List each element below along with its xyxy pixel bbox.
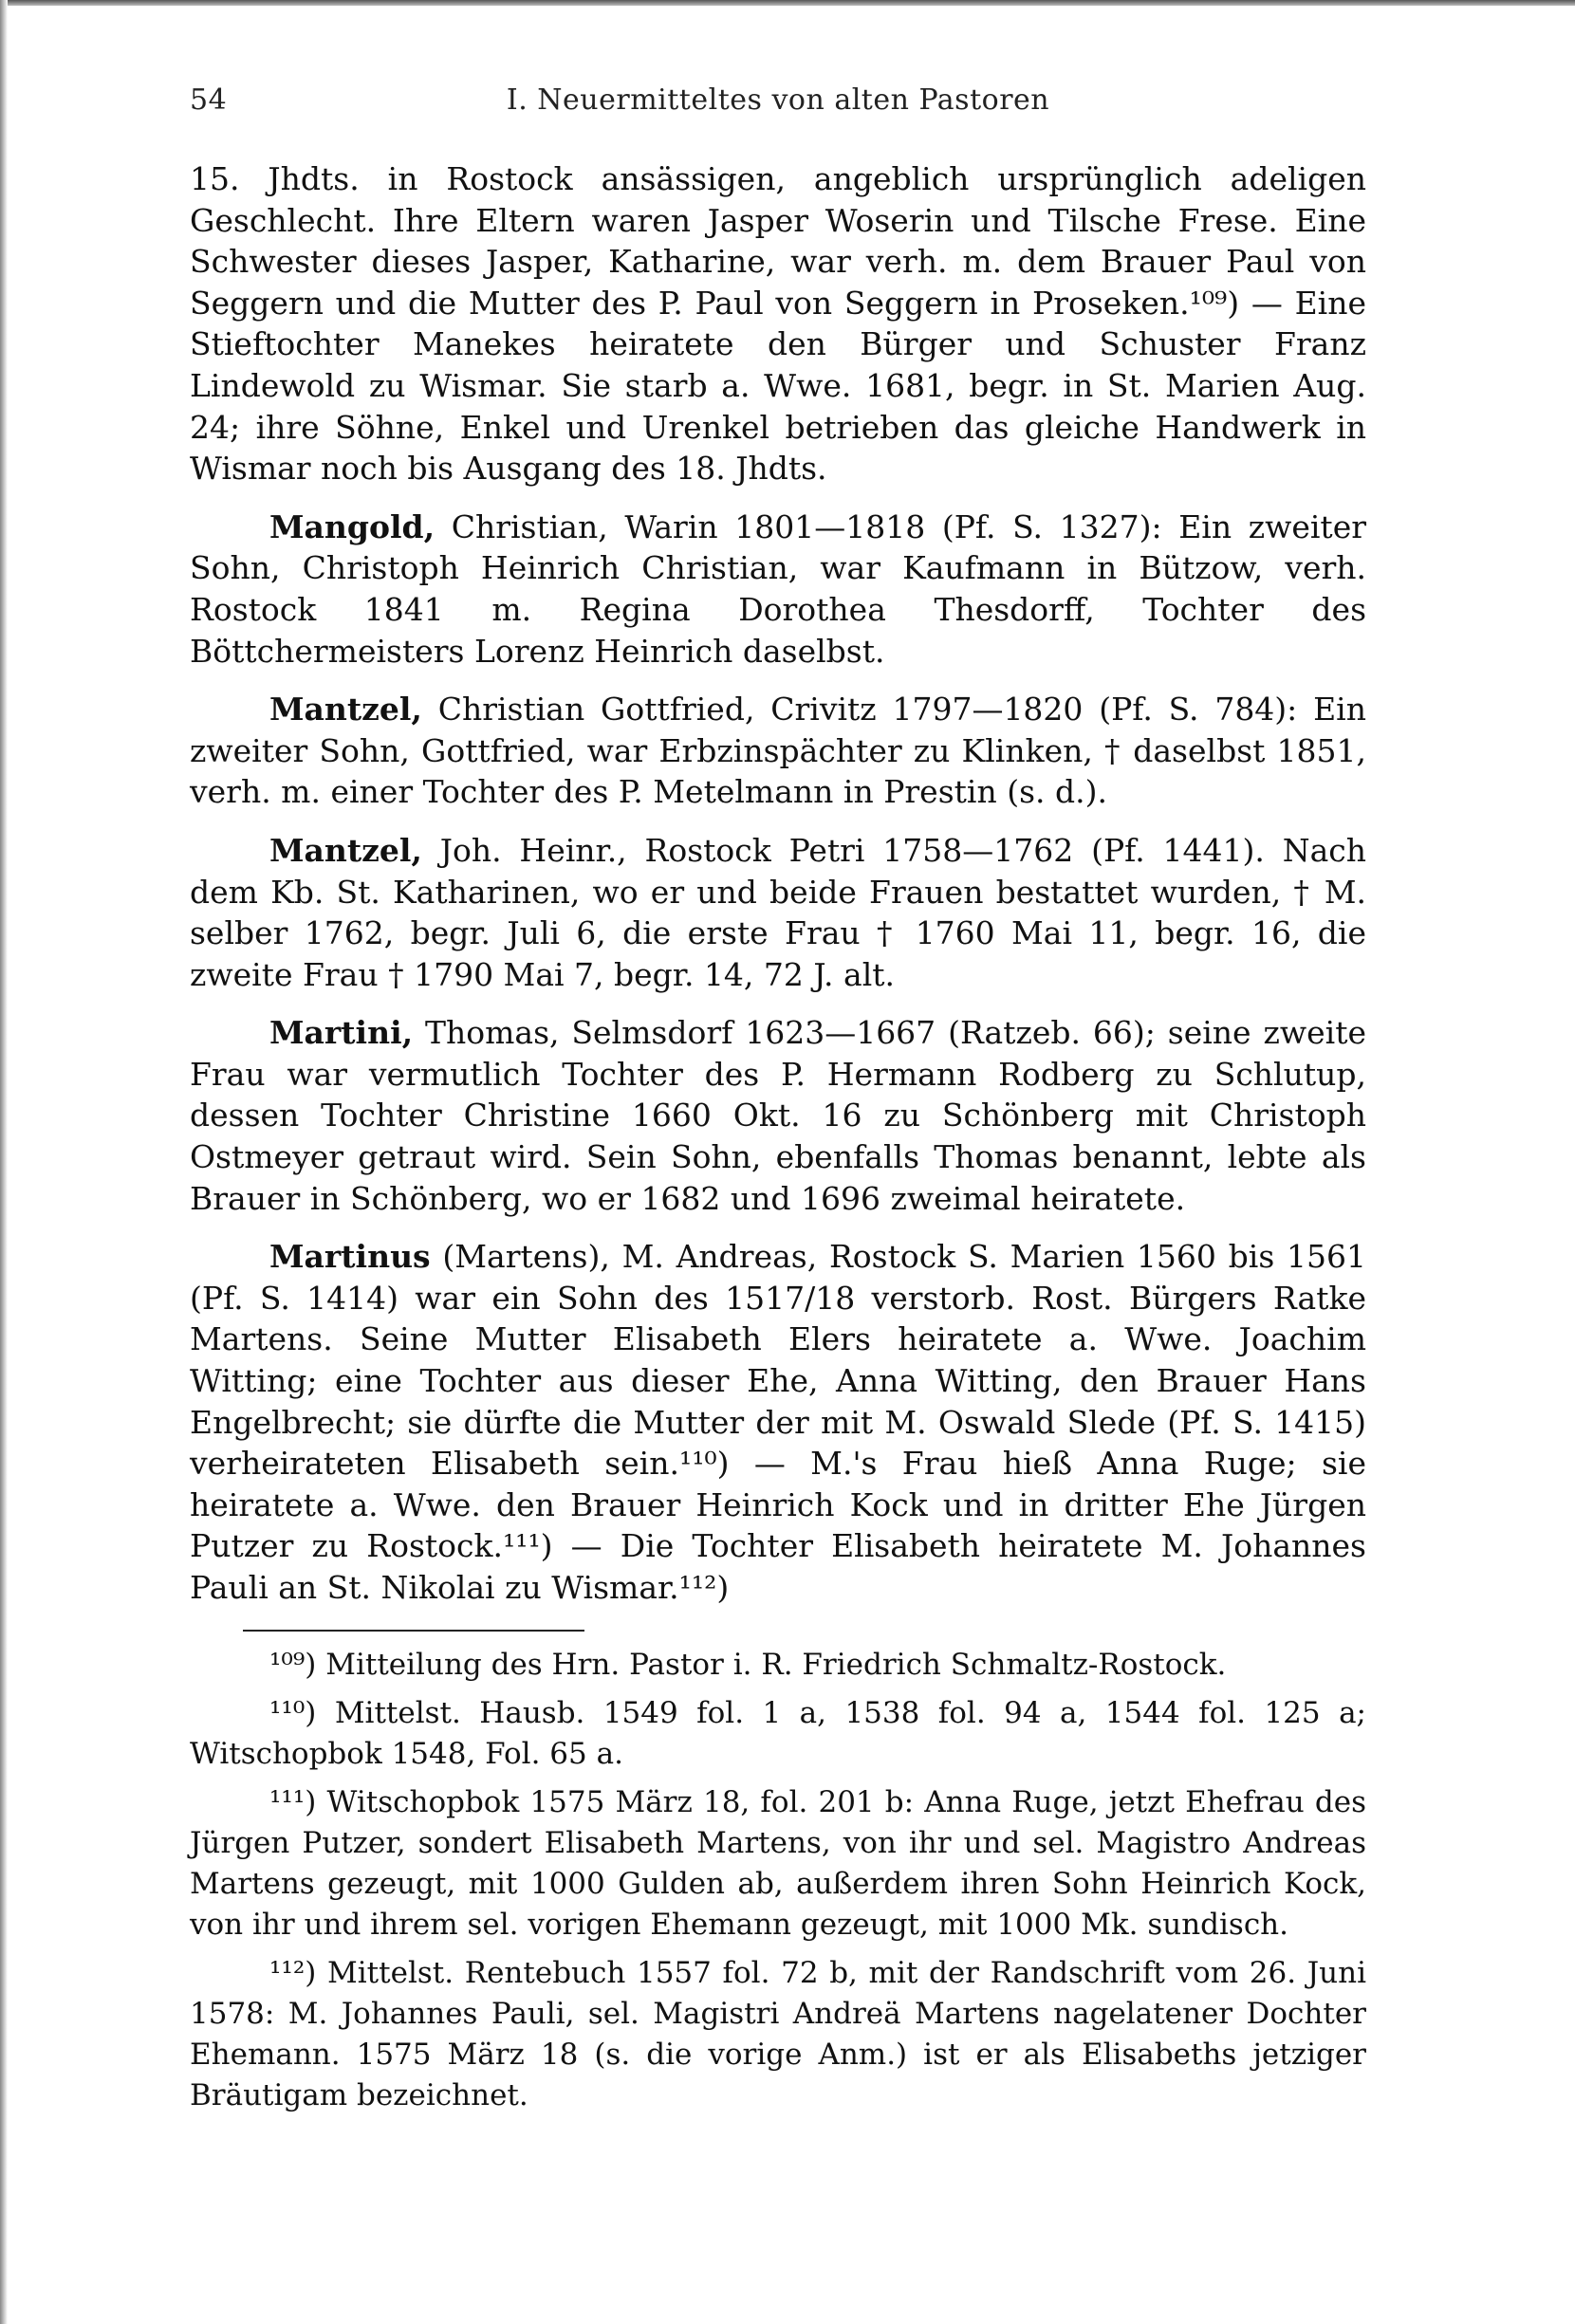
- entry-headword: Martini,: [269, 1014, 414, 1052]
- footnote-divider: [243, 1630, 584, 1632]
- entry-text: (Martens), M. Andreas, Rostock S. Marien 1560 bis 1561 (Pf. S. 1414) war ein Sohn des 1517/18 verstorb. Rost. Bürgers Ratke Martens. Seine Mutter Elisabeth Elers heiratete a. Wwe. Joachim Witting; eine Tochter aus dieser Ehe, Anna Witting, den Brauer Hans Engelbrecht; sie dürfte die Mutter der mit M. Oswald Slede (Pf. S. 1415) verheirateten Elisabeth sein.¹¹⁰) — M.'s Frau hieß Anna Ruge; sie heiratete a. Wwe. den Brauer Heinrich Kock und in dritter Ehe Jürgen Putzer zu Rostock.¹¹¹) — Die Tochter Elisabeth heiratete M. Johannes Pauli an St. Nikolai zu Wismar.¹¹²): [190, 1238, 1366, 1606]
- continued-paragraph: 15. Jhdts. in Rostock ansässigen, angeblich ursprünglich adeligen Geschlecht. Ihre Eltern waren Jasper Woserin und Tilsche Frese. Eine Schwester dieses Jasper, Katharine, war verh. m. dem Brauer Paul von Seggern und die Mutter des P. Paul von Seggern in Proseken.¹⁰⁹) — Eine Stieftochter Manekes heiratete den Bürger und Schuster Franz Lindewold zu Wismar. Sie starb a. Wwe. 1681, begr. in St. Marien Aug. 24; ihre Söhne, Enkel und Urenkel betrieben das gleiche Handwerk in Wismar noch bis Ausgang des 18. Jhdts.: [190, 160, 1366, 488]
- entry-headword: Mangold,: [269, 507, 435, 545]
- footnotes: [190, 1645, 1366, 2116]
- page: [190, 83, 1366, 2124]
- entry-text: Christian, Warin 1801—1818 (Pf. S. 1327): Ein zweiter Sohn, Christoph Heinrich Christian, war Kaufmann in Bützow, verh. Rostock 1841 m. Regina Dorothea Thesdorff, Tochter des Böttchermeisters Lorenz Heinrich daselbst.: [190, 507, 1366, 670]
- entry-headword: Mantzel,: [269, 691, 422, 729]
- running-title: I. Neuermitteltes von alten Pastoren: [506, 83, 1050, 117]
- entry-mangold: [190, 507, 1366, 672]
- running-header: [190, 83, 1366, 117]
- entry-text: Thomas, Selmsdorf 1623—1667 (Ratzeb. 66); seine zweite Frau war vermutlich Tochter des P. Hermann Rodberg zu Schlutup, dessen Tochter Christine 1660 Okt. 16 zu Schönberg mit Christoph Ostmeyer getraut wird. Sein Sohn, ebenfalls Thomas benannt, lebte als Brauer in Schönberg, wo er 1682 und 1696 zweimal heiratete.: [190, 1014, 1366, 1217]
- scan-left-edge: [0, 0, 8, 2324]
- entry-martini: [190, 1012, 1366, 1219]
- footnote-111: ¹¹¹) Witschopbok 1575 März 18, fol. 201 b: Anna Ruge, jetzt Ehefrau des Jürgen Putzer, sondert Elisabeth Martens, von ihr und sel. Magistro Andreas Martens gezeugt, mit 1000 Gulden ab, außerdem ihren Sohn Heinrich Kock, von ihr und ihrem sel. vorigen Ehemann gezeugt, mit 1000 Mk. sundisch.: [190, 1784, 1366, 1942]
- entry-mantzel-joh: [190, 830, 1366, 995]
- footnote-110: ¹¹⁰) Mittelst. Hausb. 1549 fol. 1 a, 1538 fol. 94 a, 1544 fol. 125 a; Witschopbok 1548, Fol. 65 a.: [190, 1695, 1366, 1771]
- entry-martinus: [190, 1236, 1366, 1608]
- entry-mantzel-christian: [190, 689, 1366, 813]
- footnote-112: ¹¹²) Mittelst. Rentebuch 1557 fol. 72 b, mit der Randschrift vom 26. Juni 1578: M. Johannes Pauli, sel. Magistri Andreä Martens nagelatener Dochter Ehemann. 1575 März 18 (s. die vorige Anm.) ist er als Elisabeths jetziger Bräutigam bezeichnet.: [190, 1955, 1366, 2112]
- entry-text: Joh. Heinr., Rostock Petri 1758—1762 (Pf. 1441). Nach dem Kb. St. Katharinen, wo er und beide Frauen bestattet wurden, † M. selber 1762, begr. Juli 6, die erste Frau † 1760 Mai 11, begr. 16, die zweite Frau † 1790 Mai 7, begr. 14, 72 J. alt.: [190, 831, 1366, 993]
- scan-top-border: [0, 0, 1575, 6]
- page-number: 54: [190, 83, 228, 117]
- main-text: [190, 158, 1366, 1609]
- entry-headword: Martinus: [269, 1238, 431, 1276]
- footnote-109: ¹⁰⁹) Mitteilung des Hrn. Pastor i. R. Friedrich Schmaltz-Rostock.: [269, 1647, 1227, 1682]
- entry-text: Christian Gottfried, Crivitz 1797—1820 (Pf. S. 784): Ein zweiter Sohn, Gottfried, war Erbzinspächter zu Klinken, † daselbst 1851, verh. m. einer Tochter des P. Metelmann in Prestin (s. d.).: [190, 691, 1366, 811]
- entry-headword: Mantzel,: [269, 831, 422, 869]
